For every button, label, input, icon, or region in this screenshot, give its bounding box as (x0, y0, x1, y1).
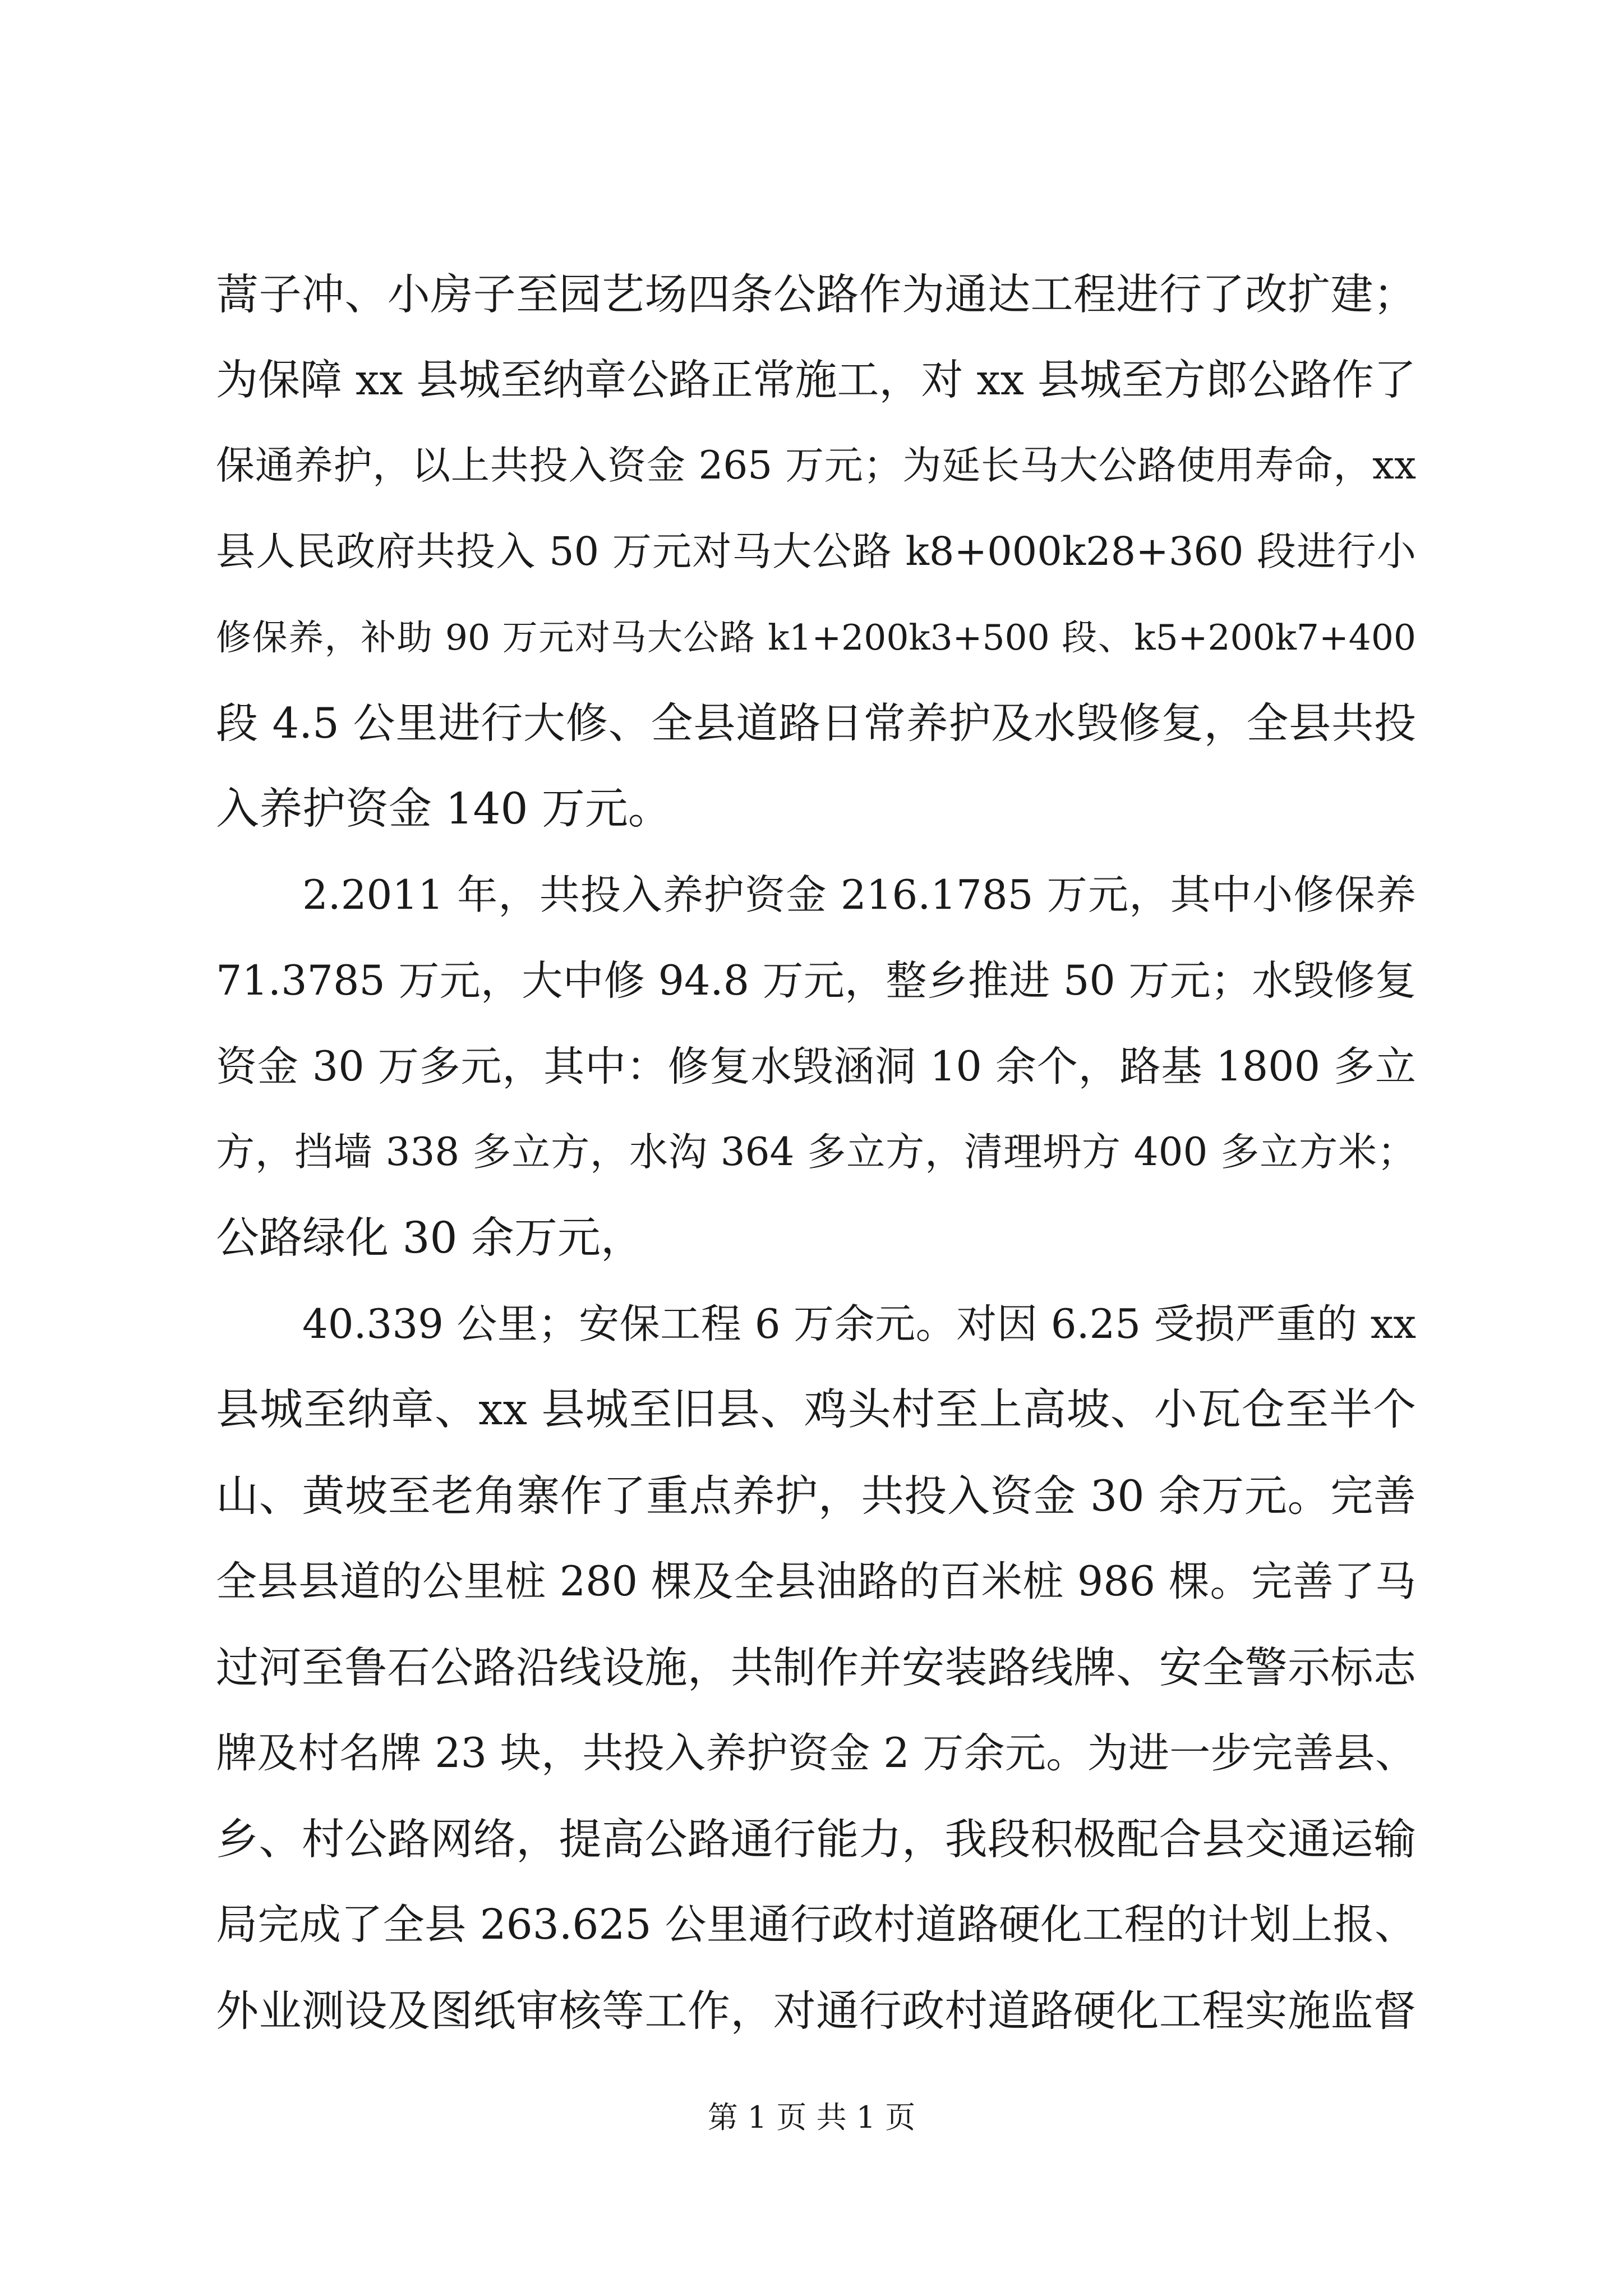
text-line: 入养护资金 140 万元。 (216, 784, 671, 834)
text-line: 牌及村名牌 23 块，共投入养护资金 2 万余元。为进一步完善县、 (216, 1729, 1416, 1777)
paragraph-3 (216, 1281, 1416, 2054)
text-line: 外业测设及图纸审核等工作，对通行政村道路硬化工程实施监督 (216, 1986, 1416, 2036)
text-line: 段 4.5 公里进行大修、全县道路日常养护及水毁修复，全县共投 (216, 698, 1416, 748)
text-line: 乡、村公路网络，提高公路通行能力，我段积极配合县交通运输 (216, 1814, 1416, 1864)
text-line: 40.339 公里；安保工程 6 万余元。对因 6.25 受损严重的 xx (302, 1300, 1416, 1347)
text-line: 全县县道的公里桩 280 棵及全县油路的百米桩 986 棵。完善了马 (216, 1558, 1416, 1605)
text-line: 为保障 xx 县城至纳章公路正常施工，对 xx 县城至方郎公路作了 (216, 355, 1416, 404)
text-line: 2.2011 年，共投入养护资金 216.1785 万元，其中小修保养 (302, 871, 1416, 918)
text-line: 保通养护，以上共投入资金 265 万元；为延长马大公路使用寿命，xx (216, 443, 1416, 488)
text-line: 方，挡墙 338 多立方，水沟 364 多立方，清理坍方 400 多立方米； (216, 1130, 1416, 1175)
text-line: 县城至纳章、xx 县城至旧县、鸡头村至上高坡、小瓦仓至半个 (216, 1385, 1416, 1435)
text-line: 资金 30 万多元，其中：修复水毁涵洞 10 余个，路基 1800 多立 (216, 1043, 1416, 1091)
page-number-footer: 第 1 页 共 1 页 (707, 2100, 916, 2135)
text-line: 局完成了全县 263.625 公里通行政村道路硬化工程的计划上报、 (216, 1901, 1416, 1949)
paragraph-2 (216, 852, 1416, 1281)
text-line: 公路绿化 30 余万元， (216, 1213, 644, 1263)
text-line: 县人民政府共投入 50 万元对马大公路 k8+000k28+360 段进行小 (216, 528, 1416, 574)
text-line: 蒿子冲、小房子至园艺场四条公路作为通达工程进行了改扩建； (216, 269, 1416, 319)
paragraph-1 (216, 251, 1416, 852)
text-line: 过河至鲁石公路沿线设施，共制作并安装路线牌、安全警示标志 (216, 1642, 1416, 1692)
text-line: 修保养，补助 90 万元对马大公路 k1+200k3+500 段、k5+200k7+400 (216, 617, 1416, 658)
text-line: 山、黄坡至老角寨作了重点养护，共投入资金 30 余万元。完善 (216, 1471, 1416, 1521)
document-body (216, 251, 1416, 2054)
text-line: 71.3785 万元，大中修 94.8 万元，整乡推进 50 万元；水毁修复 (216, 957, 1416, 1005)
